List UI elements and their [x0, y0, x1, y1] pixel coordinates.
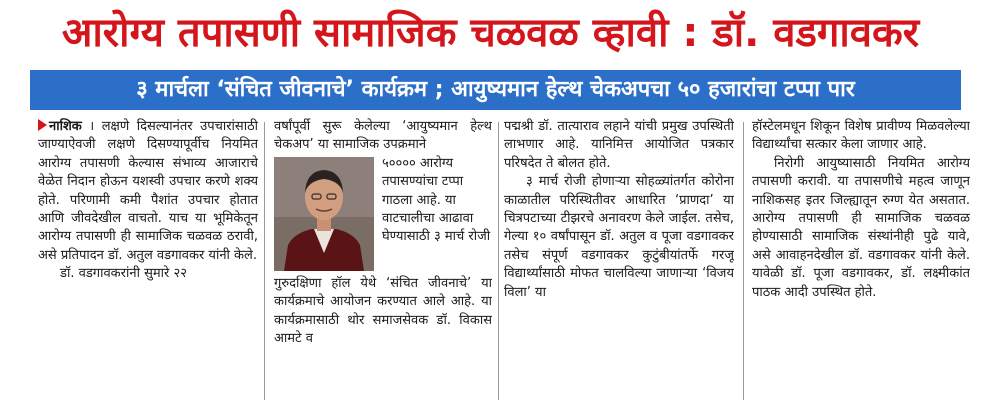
dateline	[38, 119, 82, 134]
paragraph-text: गुरुदक्षिणा हॉल येथे ‘संचित जीवनाचे’ या कार्यक्रमाचे आयोजन करण्यात आले आहे. या कार्यक्रमासाठी थोर समाजसेवक डॉ. विकास आमटे व	[274, 275, 492, 347]
article-column-1	[38, 118, 258, 402]
portrait-photo	[274, 157, 374, 271]
paragraph	[38, 265, 258, 283]
subheadline-banner: ३ मार्चला ‘संचित जीवनाचे’ कार्यक्रम ; आयुष्यमान हेल्थ चेकअपचा ५० हजारांचा टप्पा पार	[30, 70, 961, 110]
paragraph-text: वर्षांपूर्वी सुरू केलेल्या ‘आयुष्यमान हेल्थ चेकअप’ या सामाजिक उपक्रमाने	[274, 119, 492, 153]
column-divider	[498, 122, 499, 400]
article-column-4	[752, 118, 970, 402]
paragraph	[38, 118, 258, 265]
paragraph	[752, 155, 970, 302]
headline: आरोग्य तपासणी सामाजिक चळवळ व्हावी : डॉ. वडगावकर	[61, 10, 920, 56]
paragraph-text: पद्मश्री डॉ. तात्याराव लहाने यांची प्रमुख उपस्थिती लाभणार आहे. यानिमित्त आयोजित पत्रकार परिषदेत ते बोलत होते.	[504, 119, 734, 171]
paragraph-text: । लक्षणे दिसल्यानंतर उपचारांसाठी जाण्याऐवजी लक्षणे दिसण्यापूर्वीच नियमित आरोग्य तपासणी केल्यास संभाव्य आजाराचे वेळेत निदान होऊन यशस्वी उपचार करणे शक्य होते. परिणामी कमी पैशांत उपचार होतात आणि जीवदेखील वाचतो. याच या भूमिकेतून आरोग्य तपासणी ही सामाजिक चळवळ ठरावी, असे प्रतिपादन डॉ. अतुल वडगावकर यांनी केले.	[38, 119, 258, 263]
column-divider	[743, 122, 744, 400]
paragraph-text: हॉस्टेलमधून शिकून विशेष प्रावीण्य मिळवलेल्या विद्यार्थ्यांचा सत्कार केला जाणार आहे.	[752, 119, 970, 153]
paragraph	[504, 118, 734, 173]
article-column-3	[504, 118, 734, 402]
paragraph	[504, 173, 734, 302]
dateline-text: नाशिक	[49, 119, 82, 134]
article-column-2	[274, 118, 492, 402]
paragraph	[752, 118, 970, 155]
paragraph-text: निरोगी आयुष्यासाठी नियमित आरोग्य तपासणी करावी. या तपासणीचे महत्व जाणून नाशिकसह इतर जिल्ह्यातून रुग्ण येत असतात. आरोग्य तपासणी ही सामाजिक चळवळ होण्यासाठी सामाजिक संस्थांनीही पुढे यावे, असे आवाहनदेखील डॉ. वडगावकर यांनी केले. यावेळी डॉ. पूजा वडगावकर, डॉ. लक्ष्मीकांत पाठक आदी उपस्थित होते.	[752, 155, 970, 300]
paragraph-text: डॉ. वडगावकरांनी सुमारे २२	[60, 266, 187, 282]
portrait-image	[274, 157, 374, 271]
paragraph-text: ३ मार्च रोजी होणाऱ्या सोहळ्यांतर्गत कोरोना काळातील परिस्थितीवर आधारित ‘प्राणदा’ या चित्रपटाच्या टीझरचे अनावरण केले जाईल. तसेच, गेल्या १० वर्षांपासून डॉ. अतुल व पूजा वडगावकर तसेच संपूर्ण वडगावकर कुटुंबीयांतर्फे गरजू विद्यार्थ्यांसाठी मोफत चालविल्या जाणाऱ्या ‘विजय विला’ या	[504, 174, 734, 300]
column-divider	[264, 122, 265, 400]
paragraph	[274, 275, 492, 349]
paragraph	[274, 118, 492, 155]
paragraph-text: ५०००० आरोग्य तपासण्यांचा टप्पा गाठला आहे. या वाटचालीचा आढावा घेण्यासाठी ३ मार्च रोजी	[382, 155, 491, 245]
dateline-marker-icon	[38, 119, 47, 131]
